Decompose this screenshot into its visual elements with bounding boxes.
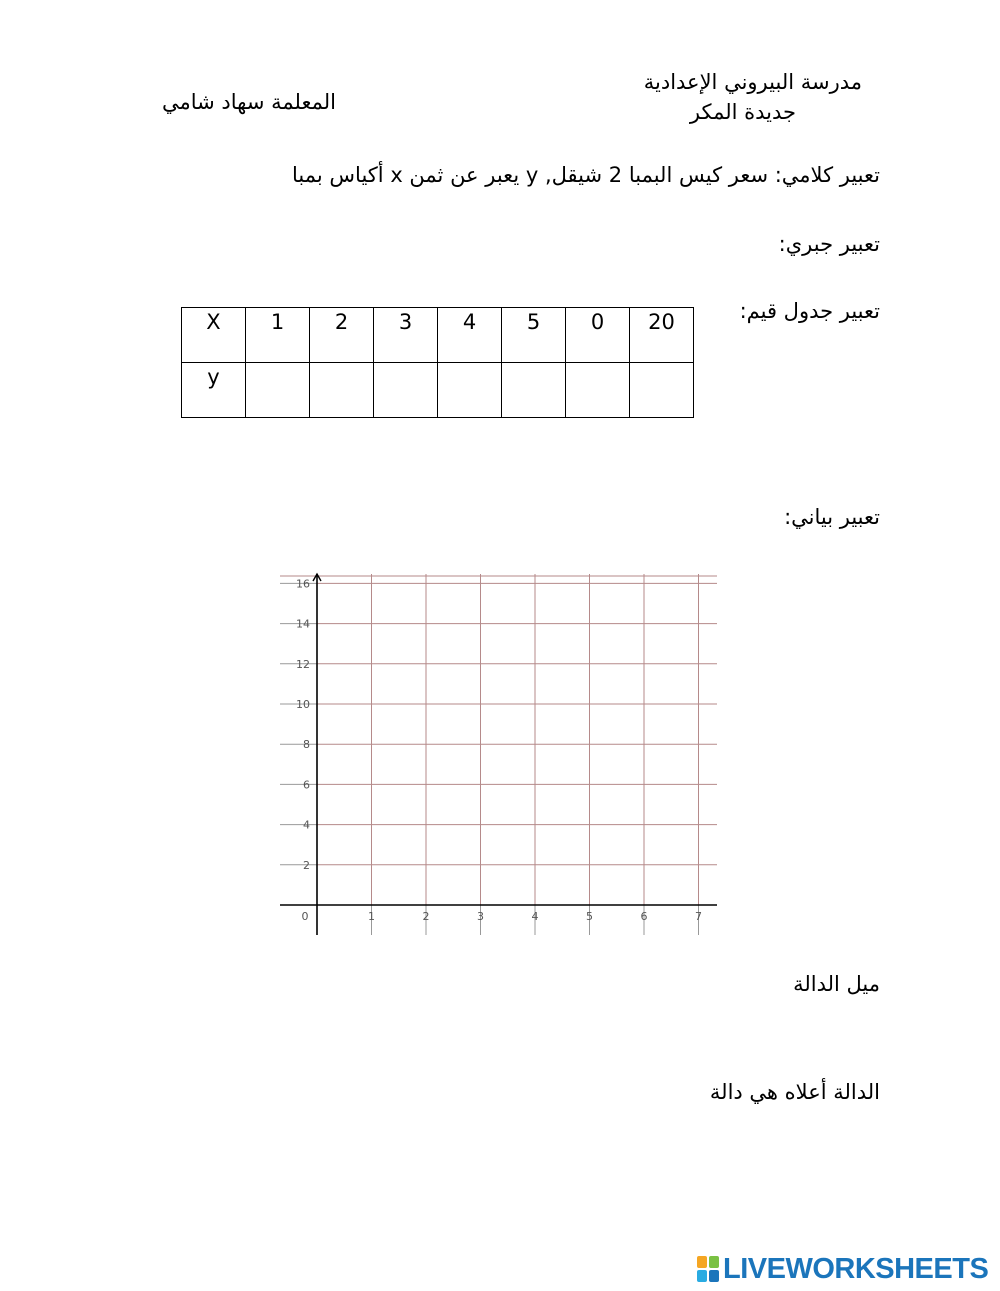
y-value-input[interactable] <box>246 363 310 418</box>
y-value-input[interactable] <box>438 363 502 418</box>
y-tick-label: 8 <box>303 738 310 752</box>
y-header-cell: y <box>182 363 246 418</box>
x-tick-label: 4 <box>531 910 539 923</box>
x-value-cell: 1 <box>246 308 310 363</box>
y-row <box>182 363 694 418</box>
x-tick-label: 0 <box>301 910 309 923</box>
slope-label: ميل الدالة <box>793 972 880 996</box>
x-tick-label: 1 <box>368 910 375 923</box>
school-city: جديدة المكر <box>689 100 796 124</box>
y-tick-label: 2 <box>303 858 310 872</box>
y-tick-label: 14 <box>296 617 310 631</box>
y-tick-label: 16 <box>296 577 310 591</box>
verbal-expression: تعبير كلامي: سعر كيس البمبا 2 شيقل, y يعبر عن ثمن x أكياس بمبا <box>292 163 880 187</box>
teacher-name: المعلمة سهاد شامي <box>162 90 336 114</box>
x-header-cell: X <box>182 308 246 363</box>
x-tick-label: 2 <box>422 910 430 923</box>
y-tick-label: 12 <box>296 657 310 671</box>
x-tick-label: 7 <box>695 910 702 923</box>
x-tick-label: 5 <box>586 910 593 923</box>
coordinate-grid[interactable] <box>270 570 725 942</box>
table-expression-label: تعبير جدول قيم: <box>739 299 880 323</box>
brand-text: LIVEWORKSHEETS <box>723 1252 989 1285</box>
function-type-label: الدالة أعلاه هي دالة <box>709 1080 880 1104</box>
x-tick-label: 3 <box>477 910 484 923</box>
brand-logo <box>697 1254 988 1284</box>
y-tick-label: 10 <box>296 698 310 711</box>
x-value-cell: 20 <box>630 308 694 363</box>
y-value-input[interactable] <box>630 363 694 418</box>
y-value-input[interactable] <box>310 363 374 418</box>
x-row <box>182 308 694 363</box>
x-tick-label: 6 <box>640 910 648 923</box>
school-name: مدرسة البيروني الإعدادية <box>643 70 862 94</box>
y-tick-label: 6 <box>303 778 310 792</box>
y-value-input[interactable] <box>566 363 630 418</box>
y-value-input[interactable] <box>502 363 566 418</box>
x-value-cell: 3 <box>374 308 438 363</box>
algebraic-expression-label: تعبير جبري: <box>778 232 880 256</box>
x-value-cell: 0 <box>566 308 630 363</box>
x-value-cell: 4 <box>438 308 502 363</box>
values-table <box>181 307 694 418</box>
y-value-input[interactable] <box>374 363 438 418</box>
x-value-cell: 2 <box>310 308 374 363</box>
brand-logo-icon <box>697 1256 719 1282</box>
graph-expression-label: تعبير بياني: <box>784 505 880 529</box>
y-tick-label: 4 <box>303 818 310 832</box>
x-value-cell: 5 <box>502 308 566 363</box>
